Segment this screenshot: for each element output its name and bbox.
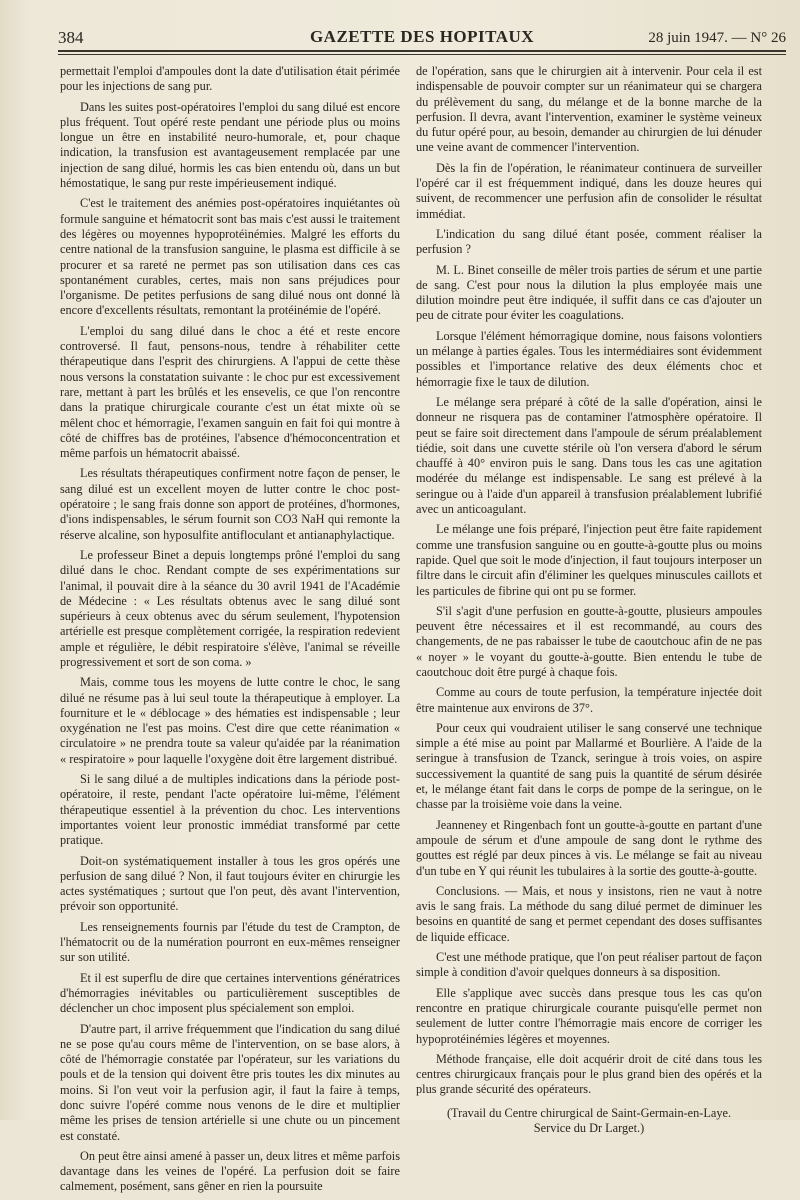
- paragraph: Le mélange une fois préparé, l'injection peut être faite rapidement comme une transfusion sanguine ou en goutte-à-goutte plus ou moins rapide. Quel que soit le mode d'injection, il faut toujours interposer un filtre dans le circuit afin d'éliminer les quelques minuscules caillots et les particules de fibrine qui ont pu se former.: [416, 522, 762, 598]
- paragraph: L'emploi du sang dilué dans le choc a été et reste encore controversé. Il faut, pensons-nous, tendre à réhabiliter cette thérapeutique dans l'esprit des chirurgiens. A l'appui de cette thèse nous versons la constatation suivante : le choc pur est excessivement rare, mettant à part les brûlés et les ensevelis, ce que l'on rencontre dans la pratique chirurgicale courante c'est un état mixte où se mêlent choc et hémorragie, l'examen sanguin en fait foi qui montre à côté de chiffres bas de protéines, l'absence d'hémoconcentration et même parfois un hématocrit abaissé.: [60, 323, 400, 461]
- paragraph: S'il s'agit d'une perfusion en goutte-à-goutte, plusieurs ampoules peuvent être nécessaires et il est recommandé, au cours des changements, de ne pas rabaisser le tube de caoutchouc afin de ne pas « noyer » le voyant du goutte-à-goutte. Bien entendu le tube de caoutchouc doit être purgé à chaque fois.: [416, 603, 762, 679]
- paragraph: Doit-on systématiquement installer à tous les gros opérés une perfusion de sang dilué ? Non, il faut toujours éviter en chirurgie les actes systématiques ; surtout que l'on peut, dès avant l'intervention, prévoir son opportunité.: [60, 853, 400, 914]
- paragraph: Comme au cours de toute perfusion, la température injectée doit être maintenue aux environs de 37°.: [416, 685, 762, 715]
- credit-line-2: Service du Dr Larget.): [533, 1121, 645, 1135]
- paragraph: Si le sang dilué a de multiples indications dans la période post-opératoire, il reste, pendant l'acte opératoire lui-même, l'élément thérapeutique essentiel à la prévention du choc. Les interventions importantes voient leur pronostic immédiat transformé par cette pratique.: [60, 772, 400, 848]
- paragraph: L'indication du sang dilué étant posée, comment réaliser la perfusion ?: [416, 226, 762, 257]
- paragraph: Méthode française, elle doit acquérir droit de cité dans tous les centres chirurgicaux français pour le plus grand bien des opérés et la plus grande sécurité des opérateurs.: [416, 1051, 762, 1097]
- paragraph: permettait l'emploi d'ampoules dont la date d'utilisation était périmée pour les injections de sang pur.: [60, 64, 400, 94]
- paragraph: Lorsque l'élément hémorragique domine, nous faisons volontiers un mélange à parties égales. Tous les intermédiaires sont évidemment possibles et l'importance relative des deux éléments choc et hémorragie fixe le taux de dilution.: [416, 328, 762, 389]
- paragraph: Le professeur Binet a depuis longtemps prôné l'emploi du sang dilué dans le choc. Rendant compte de ses expérimentations sur l'animal, il pouvait dire à la séance du 30 avril 1941 de l'Académie de Médecine : « Les résultats obtenus avec le sang dilué sont supérieurs à ceux obtenus avec du sérum seulement, l'hypotension artérielle est presque complètement corrigée, la respiration redevient ample et régulière, le débit respiratoire s'élève, l'animal se réveille progressivement et sort de son coma. »: [60, 547, 400, 669]
- paragraph: Mais, comme tous les moyens de lutte contre le choc, le sang dilué ne résume pas à lui seul toute la thérapeutique à employer. La fourniture et le « déblocage » des hématies est indispensable ; leur oxygénation ne l'est pas moins. C'est dire que cette réanimation « circulatoire » ne prendra toute sa valeur qu'aidée par la réanimation « respiratoire » pour laquelle l'oxygène doit être largement distribué.: [60, 675, 400, 766]
- paragraph: C'est le traitement des anémies post-opératoires inquiétantes où formule sanguine et hématocrit sont bas mais c'est aussi le traitement des légères ou moyennes hypoprotéinémies. Malgré les efforts du centre national de la transfusion sanguine, le plasma est difficile à se procurer et sa rareté ne permet pas son utilisation dans ces cas spontanément curables, certes, mais non sans préjudices pour l'organisme. De petites perfusions de sang dilué nous ont donné là encore d'excellents résultats, remontant la protéinémie de l'opéré.: [60, 196, 400, 318]
- page-number: 384: [58, 28, 84, 47]
- paragraph: Pour ceux qui voudraient utiliser le sang conservé une technique simple a été mise au point par Mallarmé et Bourlière. A l'aide de la seringue à transfusion de Tzanck, seringue à trois voies, on aspire successivement la quantité de sang puis la quantité de sérum désirée et, le mélange étant fait dans le corps de pompe de la seringue, on le chasse par la troisième voie dans la veine.: [416, 720, 762, 812]
- paragraph: Les résultats thérapeutiques confirment notre façon de penser, le sang dilué est un excellent moyen de lutter contre le choc post-opératoire ; le sang frais donne son apport de protéines, d'hormones, d'ions indispensables, le sérum fournit son CO3 NaH qui remonte la réserve alcaline, son hyposulfite antifloculant et antianaphylactique.: [60, 466, 400, 542]
- conclusions-paragraph: Conclusions. — Mais, et nous y insistons, rien ne vaut à notre avis le sang frais. La méthode du sang dilué permet de diminuer les besoins en quantité de sang et permet cependant des doses suffisantes de liquide efficace.: [416, 883, 762, 944]
- paragraph: Les renseignements fournis par l'étude du test de Crampton, de l'hématocrit ou de la numération pourront en eux-mêmes renseigner sur son utilité.: [60, 919, 400, 965]
- page-header: [58, 24, 786, 52]
- paragraph: Dès la fin de l'opération, le réanimateur continuera de surveiller l'opéré car il est fréquemment indiqué, dans les douze heures qui suivent, de recommencer une perfusion afin de consolider le résultat immédiat.: [416, 160, 762, 221]
- paragraph: Dans les suites post-opératoires l'emploi du sang dilué est encore plus fréquent. Tout opéré reste pendant une période plus ou moins longue un être en instabilité neuro-humorale, et, pour chaque indication, la transfusion est avantageusement remplacée par une injection de sang dilué, hormis les cas bien entendu où, dans un but hémostatique, le sang pur reste impérieusement indiqué.: [60, 99, 400, 191]
- paragraph: C'est une méthode pratique, que l'on peut réaliser partout de façon simple à condition d'avoir quelques donneurs à sa disposition.: [416, 950, 762, 980]
- paragraph: Elle s'applique avec succès dans presque tous les cas qu'on rencontre en pratique chirurgicale courante puisqu'elle permet non seulement de lutter contre l'hémorragie mais encore de corriger les hypoprotéinémies légères et moyennes.: [416, 985, 762, 1046]
- issue-date: 28 juin 1947. — N° 26: [648, 30, 786, 46]
- author-credit: [416, 1106, 762, 1137]
- journal-title: GAZETTE DES HOPITAUX: [309, 27, 535, 46]
- paragraph: M. L. Binet conseille de mêler trois parties de sérum et une partie de sang. C'est pour nous la dilution la plus employée mais une dilution moindre peut être indiquée, il suffit dans ce cas d'ajouter un peu de citrate pour éviter les coagulations.: [416, 262, 762, 323]
- credit-line-1: (Travail du Centre chirurgical de Saint-Germain-en-Laye.: [446, 1105, 732, 1120]
- paragraph: Et il est superflu de dire que certaines interventions génératrices d'hémorragies inévitables ou particulièrement susceptibles de déclencher un choc imposent plus spécialement son emploi.: [60, 970, 400, 1016]
- header-rule: [58, 54, 786, 55]
- left-column: [60, 64, 400, 1200]
- paragraph: Jeanneney et Ringenbach font un goutte-à-goutte en partant d'une ampoule de sérum et d'une ampoule de sang dont le rythme des gouttes est réglé par deux pinces à vis. Le mélange se fait au niveau d'un tube en Y qui réunit les tubulaires à la sortie des goutte-à-goutte.: [416, 817, 762, 878]
- paragraph: On peut être ainsi amené à passer un, deux litres et même parfois davantage dans les veines de l'opéré. La perfusion doit se faire calmement, posément, sans gêner en rien la poursuite: [60, 1148, 400, 1194]
- paragraph: D'autre part, il arrive fréquemment que l'indication du sang dilué ne se pose qu'au cours même de l'intervention, on se base alors, à côté de l'hémorragie constatée par l'opérateur, sur les variations du pouls et de la tension qui doivent être pris toutes les dix minutes au moins. Si l'on veut voir la perfusion agir, il faut la faire à temps, donc suivre l'opéré comme nous venons de le dire et multiplier même les prises de tension artérielle si une chute ou un pincement est constaté.: [60, 1021, 400, 1143]
- paragraph: de l'opération, sans que le chirurgien ait à intervenir. Pour cela il est indispensable de pouvoir compter sur un réanimateur qui se chargera du prélèvement du sang, du mélange et de la bonne marche de la perfusion. Il devra, avant l'intervention, examiner le système veineux du futur opéré pour, au besoin, demander au chirurgien de lui dénuder une veine avant de commencer l'intervention.: [416, 64, 762, 155]
- right-column: [416, 64, 762, 1141]
- paragraph: Le mélange sera préparé à côté de la salle d'opération, ainsi le donneur ne risquera pas de contaminer l'atmosphère opératoire. Il peut se faire soit directement dans l'ampoule de sérum préalablement tiédie, soit dans une cuvette stérile où l'on versera d'abord le sérum chauffé à 40° environ puis le sang. Dans tous les cas une agitation modérée du mélange est indispensable. Le sang est prélevé à la seringue ou à l'aide d'un appareil à transfusion préalablement lubrifié avec un anticoagulant.: [416, 394, 762, 517]
